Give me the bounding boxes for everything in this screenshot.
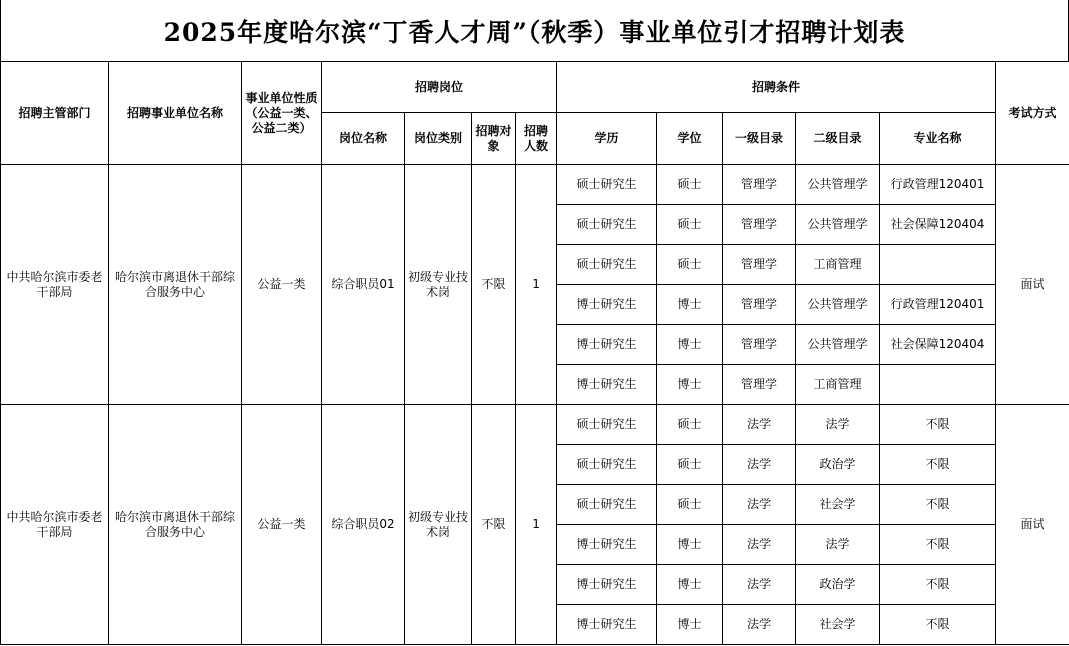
level1-cell: 法学: [723, 525, 796, 565]
degree-cell: 硕士: [657, 165, 723, 205]
level2-cell: 公共管理学: [796, 205, 880, 245]
level2-cell: 法学: [796, 525, 880, 565]
table-row: [1, 165, 1069, 205]
level2-cell: 法学: [796, 405, 880, 445]
recruitment-plan-table: [0, 61, 1069, 645]
level1-cell: 管理学: [723, 325, 796, 365]
header-major: 专业名称: [880, 113, 996, 165]
post-name-cell: 综合职员02: [322, 405, 405, 645]
header-nature: 事业单位性质（公益一类、公益二类）: [242, 62, 322, 165]
degree-cell: 博士: [657, 325, 723, 365]
level2-cell: 社会学: [796, 485, 880, 525]
education-cell: 硕士研究生: [557, 485, 657, 525]
header-post-type: 岗位类别: [405, 113, 472, 165]
degree-cell: 硕士: [657, 445, 723, 485]
dept-cell: 中共哈尔滨市委老干部局: [1, 405, 109, 645]
post-name-cell: 综合职员01: [322, 165, 405, 405]
education-cell: 硕士研究生: [557, 245, 657, 285]
major-cell: 行政管理120401: [880, 165, 996, 205]
level1-cell: 法学: [723, 485, 796, 525]
level1-cell: 管理学: [723, 165, 796, 205]
header-target: 招聘对象: [472, 113, 516, 165]
education-cell: 硕士研究生: [557, 205, 657, 245]
education-cell: 博士研究生: [557, 525, 657, 565]
unit-cell: 哈尔滨市离退休干部综合服务中心: [109, 165, 242, 405]
level2-cell: 公共管理学: [796, 285, 880, 325]
major-cell: [880, 365, 996, 405]
level2-cell: 公共管理学: [796, 325, 880, 365]
degree-cell: 硕士: [657, 205, 723, 245]
major-cell: 不限: [880, 605, 996, 645]
education-cell: 博士研究生: [557, 565, 657, 605]
education-cell: 博士研究生: [557, 605, 657, 645]
header-post-name: 岗位名称: [322, 113, 405, 165]
header-level1: 一级目录: [723, 113, 796, 165]
education-cell: 博士研究生: [557, 365, 657, 405]
nature-cell: 公益一类: [242, 405, 322, 645]
degree-cell: 博士: [657, 605, 723, 645]
target-cell: 不限: [472, 405, 516, 645]
major-cell: 不限: [880, 445, 996, 485]
level2-cell: 工商管理: [796, 245, 880, 285]
unit-cell: 哈尔滨市离退休干部综合服务中心: [109, 405, 242, 645]
target-cell: 不限: [472, 165, 516, 405]
level1-cell: 管理学: [723, 205, 796, 245]
degree-cell: 博士: [657, 285, 723, 325]
header-exam: 考试方式: [996, 62, 1069, 165]
level1-cell: 管理学: [723, 285, 796, 325]
header-dept: 招聘主管部门: [1, 62, 109, 165]
header-post-group: 招聘岗位: [322, 62, 557, 113]
nature-cell: 公益一类: [242, 165, 322, 405]
level1-cell: 管理学: [723, 365, 796, 405]
level1-cell: 法学: [723, 405, 796, 445]
education-cell: 硕士研究生: [557, 405, 657, 445]
level1-cell: 法学: [723, 445, 796, 485]
major-cell: 社会保障120404: [880, 325, 996, 365]
major-cell: 社会保障120404: [880, 205, 996, 245]
major-cell: 行政管理120401: [880, 285, 996, 325]
education-cell: 硕士研究生: [557, 445, 657, 485]
post-type-cell: 初级专业技术岗: [405, 405, 472, 645]
degree-cell: 硕士: [657, 245, 723, 285]
level1-cell: 管理学: [723, 245, 796, 285]
exam-cell: 面试: [996, 405, 1069, 645]
education-cell: 博士研究生: [557, 285, 657, 325]
education-cell: 硕士研究生: [557, 165, 657, 205]
header-level2: 二级目录: [796, 113, 880, 165]
header-unit: 招聘事业单位名称: [109, 62, 242, 165]
level2-cell: 社会学: [796, 605, 880, 645]
level2-cell: 政治学: [796, 445, 880, 485]
level2-cell: 政治学: [796, 565, 880, 605]
header-degree: 学位: [657, 113, 723, 165]
header-condition-group: 招聘条件: [557, 62, 996, 113]
major-cell: [880, 245, 996, 285]
dept-cell: 中共哈尔滨市委老干部局: [1, 165, 109, 405]
header-count: 招聘人数: [516, 113, 557, 165]
header-education: 学历: [557, 113, 657, 165]
table-row: [1, 405, 1069, 445]
level1-cell: 法学: [723, 565, 796, 605]
major-cell: 不限: [880, 485, 996, 525]
level2-cell: 工商管理: [796, 365, 880, 405]
level2-cell: 公共管理学: [796, 165, 880, 205]
degree-cell: 博士: [657, 525, 723, 565]
degree-cell: 博士: [657, 565, 723, 605]
major-cell: 不限: [880, 525, 996, 565]
education-cell: 博士研究生: [557, 325, 657, 365]
degree-cell: 硕士: [657, 405, 723, 445]
level1-cell: 法学: [723, 605, 796, 645]
degree-cell: 硕士: [657, 485, 723, 525]
major-cell: 不限: [880, 405, 996, 445]
major-cell: 不限: [880, 565, 996, 605]
post-type-cell: 初级专业技术岗: [405, 165, 472, 405]
page-title: 2025年度哈尔滨“丁香人才周”（秋季）事业单位引才招聘计划表: [0, 0, 1069, 61]
count-cell: 1: [516, 165, 557, 405]
exam-cell: 面试: [996, 165, 1069, 405]
count-cell: 1: [516, 405, 557, 645]
header-row-1: [1, 62, 1069, 113]
degree-cell: 博士: [657, 365, 723, 405]
